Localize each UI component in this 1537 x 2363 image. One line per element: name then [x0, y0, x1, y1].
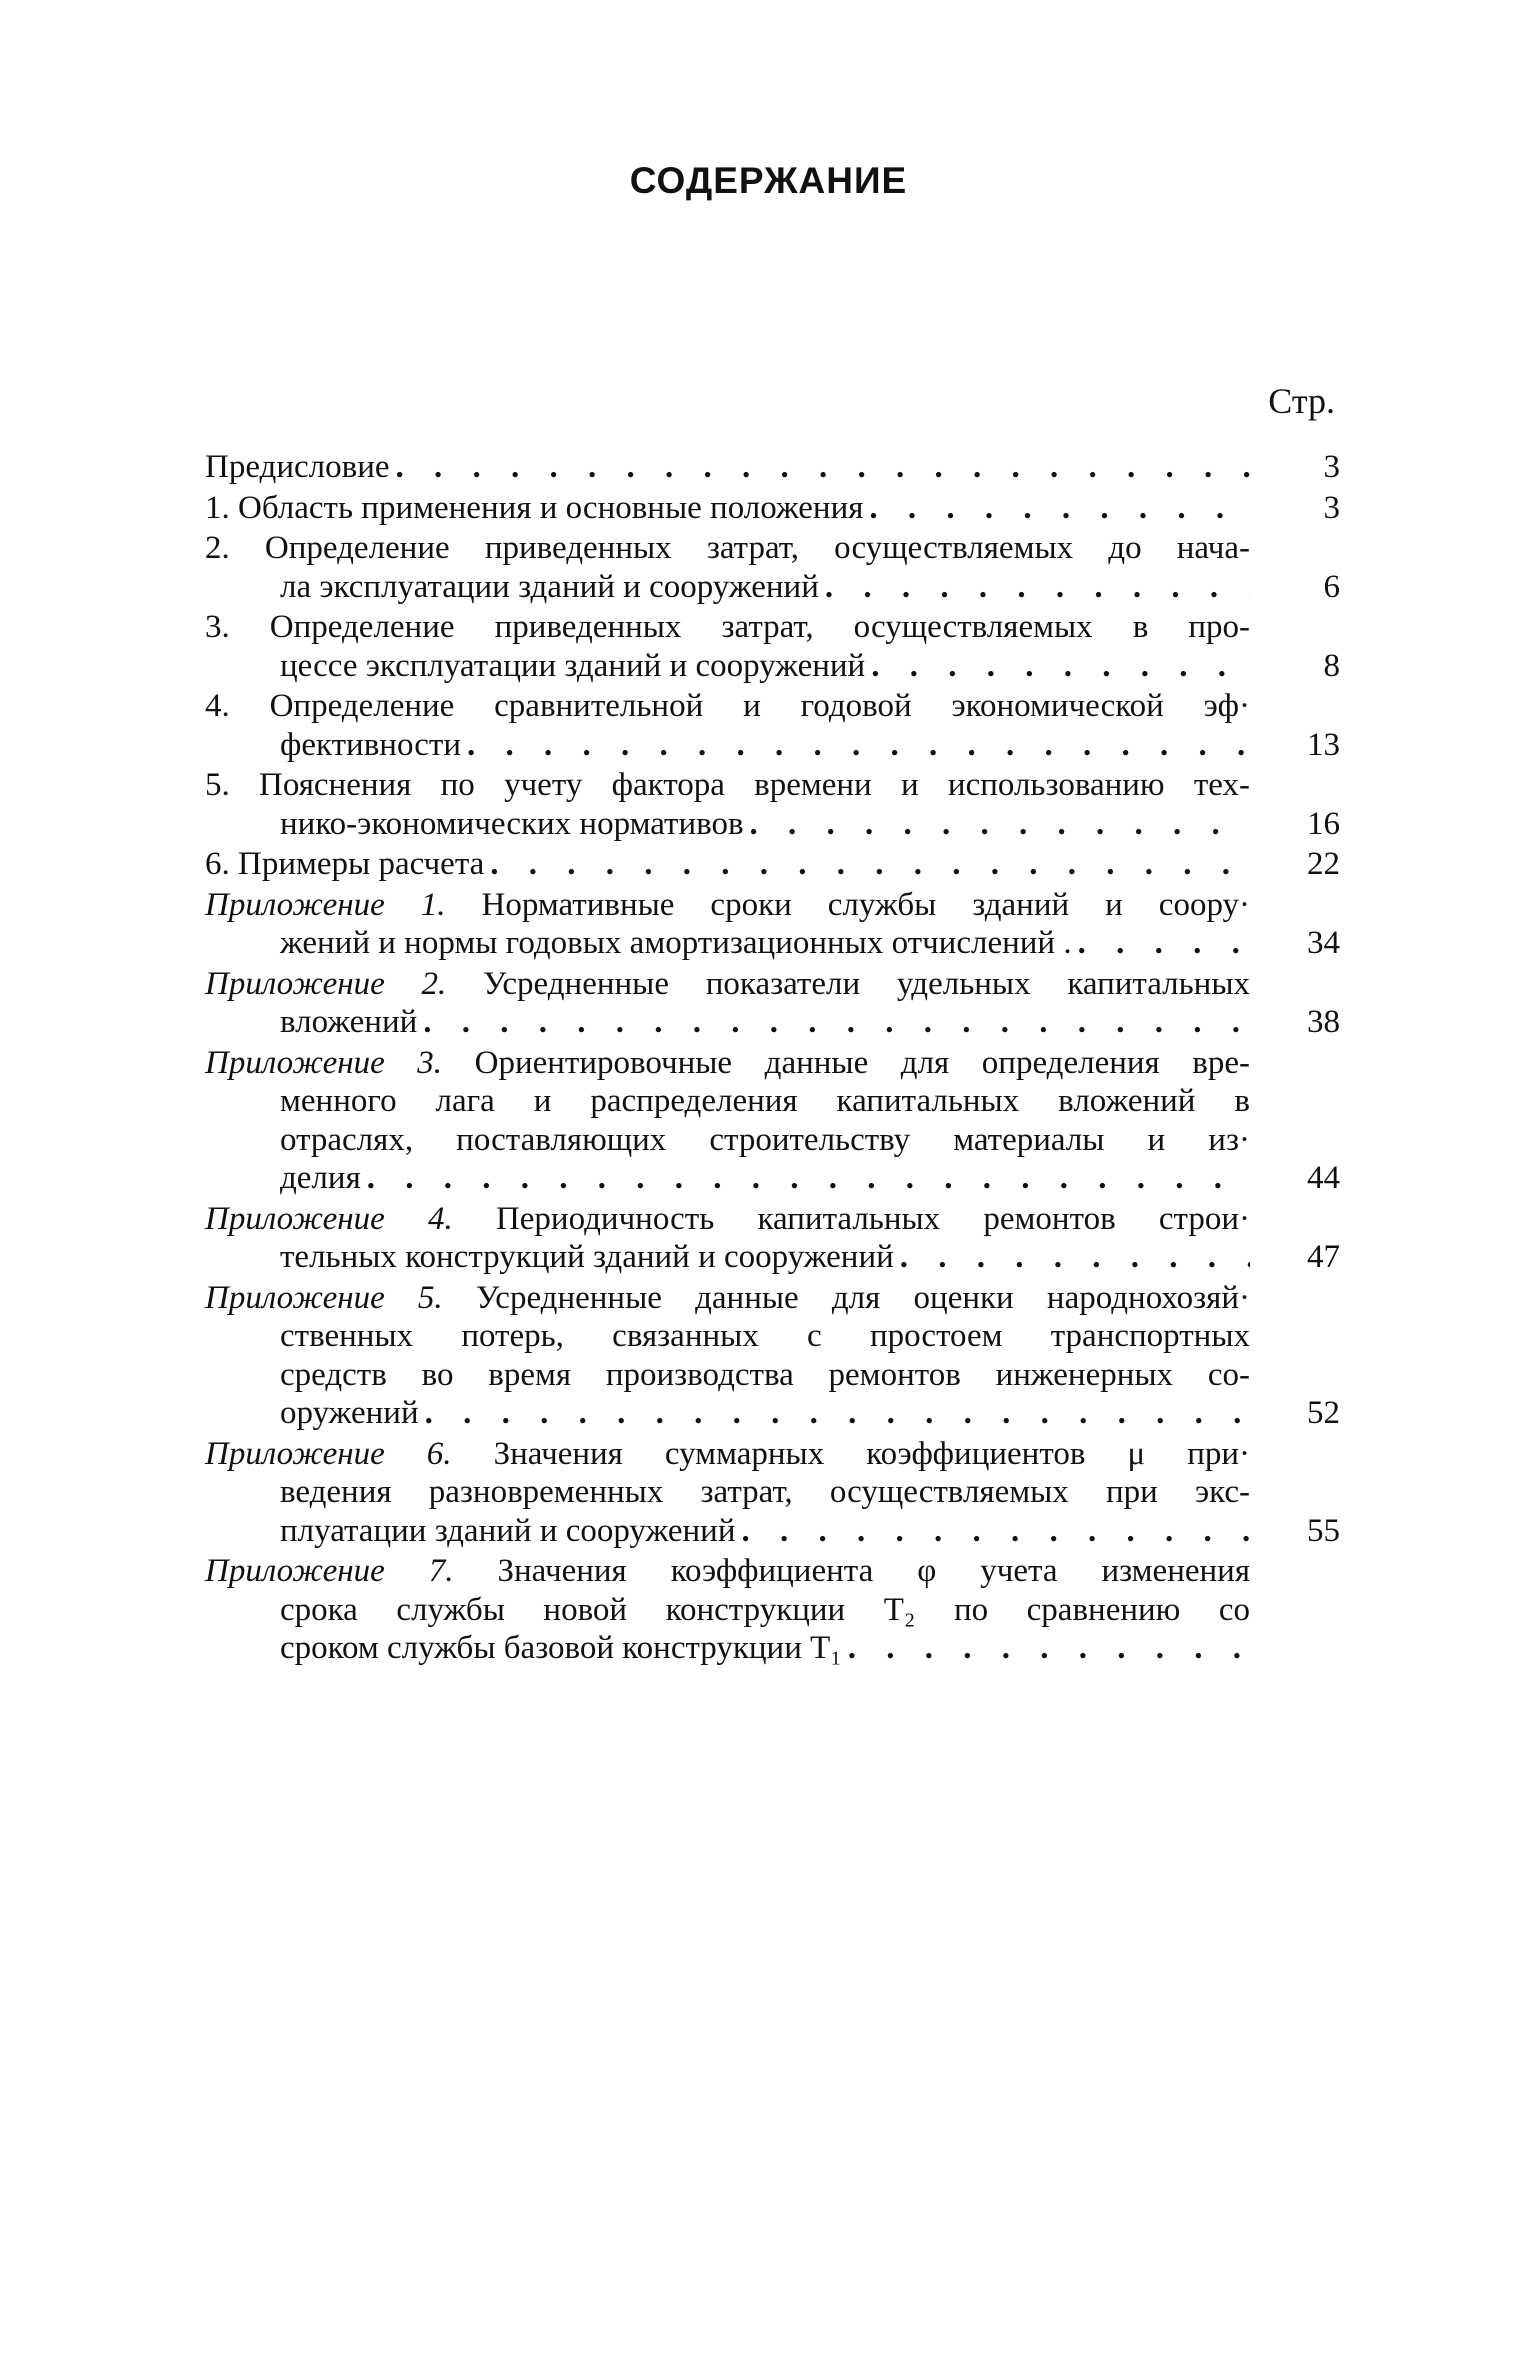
- toc-entry-text: ведения разновременных затрат, осуществляемых при экс-: [280, 1474, 1250, 1510]
- toc-page-number: 22: [1307, 846, 1340, 882]
- toc-entry-text: Ориентировочные данные для определения вре-: [474, 1044, 1250, 1081]
- toc-entry-line: [205, 1473, 1340, 1512]
- dot-leader: [894, 1238, 1250, 1277]
- toc-entry-line: [205, 448, 1340, 487]
- toc-entry-text: фективности: [280, 726, 462, 763]
- toc-entry-line: [205, 608, 1340, 647]
- toc-entry[interactable]: [205, 529, 1340, 606]
- toc-entry-line: [205, 1082, 1340, 1121]
- toc-entry-text: отраслях, поставляющих строительству материалы и из·: [280, 1121, 1250, 1158]
- toc-entry-text: Значения коэффициента φ учета изменения: [497, 1553, 1251, 1589]
- dot-leader: [461, 726, 1250, 765]
- toc-entry-line: [205, 529, 1340, 568]
- toc-entry-line: [205, 886, 1340, 925]
- toc-page-number: 6: [1323, 568, 1340, 605]
- toc-page-number: 47: [1307, 1239, 1340, 1275]
- toc-entry[interactable]: [205, 608, 1340, 685]
- toc-entry-line: [205, 805, 1340, 844]
- toc-entry-text: ла эксплуатации зданий и сооружений: [280, 568, 819, 605]
- dot-leader: [390, 448, 1251, 487]
- toc-entry-line: [205, 1159, 1340, 1198]
- toc-entry-line: [205, 1512, 1340, 1551]
- toc-page-number: 8: [1323, 647, 1340, 684]
- appendix-label: Приложение 7.: [205, 1553, 454, 1589]
- toc-entry-line: [205, 1552, 1340, 1591]
- toc-entry-text: Усредненные данные для оценки народнохозяй·: [475, 1279, 1250, 1316]
- appendix-label: Приложение 3.: [205, 1044, 443, 1081]
- toc-entry[interactable]: [205, 448, 1340, 487]
- appendix-label: Приложение 6.: [205, 1435, 452, 1472]
- toc-entry-text: оружений: [280, 1395, 419, 1431]
- toc-page-number: 3: [1323, 489, 1340, 526]
- toc-entry-line: [205, 924, 1340, 963]
- toc-entry-line: [205, 965, 1340, 1004]
- table-of-contents: [205, 448, 1340, 1670]
- toc-entry-text: 6. Примеры расчета: [205, 846, 485, 882]
- dot-leader: [484, 845, 1250, 884]
- toc-entry-text: Усредненные показатели удельных капитальных: [483, 965, 1251, 1002]
- toc-entry-text: Значения суммарных коэффициентов μ при·: [493, 1435, 1251, 1472]
- appendix-label: Приложение 2.: [205, 965, 447, 1002]
- toc-entry[interactable]: [205, 687, 1340, 764]
- toc-page-number: 16: [1307, 805, 1340, 842]
- toc-entry-text: 1. Область применения и основные положения: [205, 489, 864, 526]
- toc-entry-text: нико-экономических нормативов: [280, 805, 744, 842]
- toc-entry-text: срока службы новой конструкции T₂ по сравнению со: [280, 1591, 1250, 1628]
- toc-entry-line: [205, 687, 1340, 726]
- toc-entry[interactable]: [205, 1044, 1340, 1198]
- dot-leader: [361, 1159, 1250, 1198]
- dot-leader: [735, 1512, 1250, 1551]
- toc-entry[interactable]: [205, 1435, 1340, 1551]
- toc-entry-text: 5. Пояснения по учету фактора времени и использованию тех-: [205, 767, 1250, 803]
- toc-entry-line: [205, 1121, 1340, 1160]
- toc-entry-line: [205, 647, 1340, 686]
- toc-entry-line: [205, 568, 1340, 607]
- toc-entry-text: 2. Определение приведенных затрат, осуществляемых до нача-: [205, 530, 1250, 566]
- toc-entry-line: [205, 1200, 1340, 1239]
- toc-entry-line: [205, 1394, 1340, 1433]
- dot-leader: [819, 568, 1250, 607]
- toc-entry-text: жений и нормы годовых амортизационных отчислений .: [280, 925, 1072, 961]
- toc-entry-text: тельных конструкций зданий и сооружений: [280, 1239, 894, 1275]
- toc-entry-line: [205, 766, 1340, 805]
- dot-leader: [417, 1003, 1250, 1042]
- toc-entry-line: [205, 1044, 1340, 1083]
- toc-entry-text: менного лага и распределения капитальных вложений в: [280, 1083, 1250, 1119]
- toc-entry-line: [205, 1003, 1340, 1042]
- toc-entry-text: 4. Определение сравнительной и годовой экономической эф·: [205, 688, 1250, 724]
- dot-leader: [863, 489, 1250, 528]
- appendix-label: Приложение 1.: [205, 886, 446, 923]
- toc-entry-text: цессе эксплуатации зданий и сооружений: [280, 647, 866, 684]
- toc-entry-text: вложений: [280, 1004, 418, 1040]
- dot-leader: [865, 647, 1250, 686]
- toc-entry-text: ственных потерь, связанных с простоем транспортных: [280, 1318, 1250, 1354]
- toc-entry-line: [205, 1279, 1340, 1318]
- page-column-label: Стр.: [1268, 381, 1335, 421]
- toc-page-number: 44: [1307, 1160, 1340, 1196]
- toc-entry[interactable]: [205, 845, 1340, 884]
- dot-leader: [419, 1394, 1250, 1433]
- toc-page-number: 38: [1307, 1004, 1340, 1040]
- dot-leader: [1072, 924, 1250, 963]
- toc-entry-line: [205, 1629, 1340, 1668]
- toc-entry[interactable]: [205, 489, 1340, 528]
- toc-entry-text: средств во время производства ремонтов инженерных со-: [280, 1356, 1250, 1393]
- toc-entry[interactable]: [205, 1279, 1340, 1433]
- toc-entry-text: Предисловие: [205, 449, 390, 485]
- toc-page-number: 3: [1323, 449, 1340, 485]
- toc-entry-text: сроком службы базовой конструкции T₁: [280, 1630, 842, 1666]
- toc-entry[interactable]: [205, 965, 1340, 1042]
- toc-entry-line: [205, 1238, 1340, 1277]
- toc-page-number: 55: [1307, 1512, 1340, 1549]
- toc-entry-text: 3. Определение приведенных затрат, осуществляемых в про-: [205, 609, 1250, 645]
- page-title: СОДЕРЖАНИЕ: [629, 160, 908, 201]
- toc-entry-line: [205, 726, 1340, 765]
- toc-page-number: 52: [1307, 1395, 1340, 1431]
- toc-entry-line: [205, 1356, 1340, 1395]
- toc-entry[interactable]: [205, 766, 1340, 843]
- dot-leader: [842, 1629, 1250, 1668]
- toc-entry-line: [205, 845, 1340, 884]
- toc-entry-text: Периодичность капитальных ремонтов строи·: [495, 1200, 1251, 1237]
- toc-page-number: 34: [1307, 925, 1340, 961]
- dot-leader: [744, 805, 1250, 844]
- toc-entry[interactable]: [205, 1552, 1340, 1668]
- toc-entry-line: [205, 1435, 1340, 1474]
- toc-entry-line: [205, 1317, 1340, 1356]
- toc-entry[interactable]: [205, 886, 1340, 963]
- toc-entry[interactable]: [205, 1200, 1340, 1277]
- toc-entry-line: [205, 489, 1340, 528]
- toc-entry-text: делия: [280, 1160, 361, 1196]
- toc-entry-line: [205, 1591, 1340, 1630]
- toc-entry-text: плуатации зданий и сооружений: [280, 1512, 736, 1549]
- toc-page-number: 13: [1307, 726, 1340, 763]
- appendix-label: Приложение 5.: [205, 1279, 443, 1316]
- toc-entry-text: Нормативные сроки службы зданий и соору·: [481, 886, 1251, 923]
- appendix-label: Приложение 4.: [205, 1200, 453, 1237]
